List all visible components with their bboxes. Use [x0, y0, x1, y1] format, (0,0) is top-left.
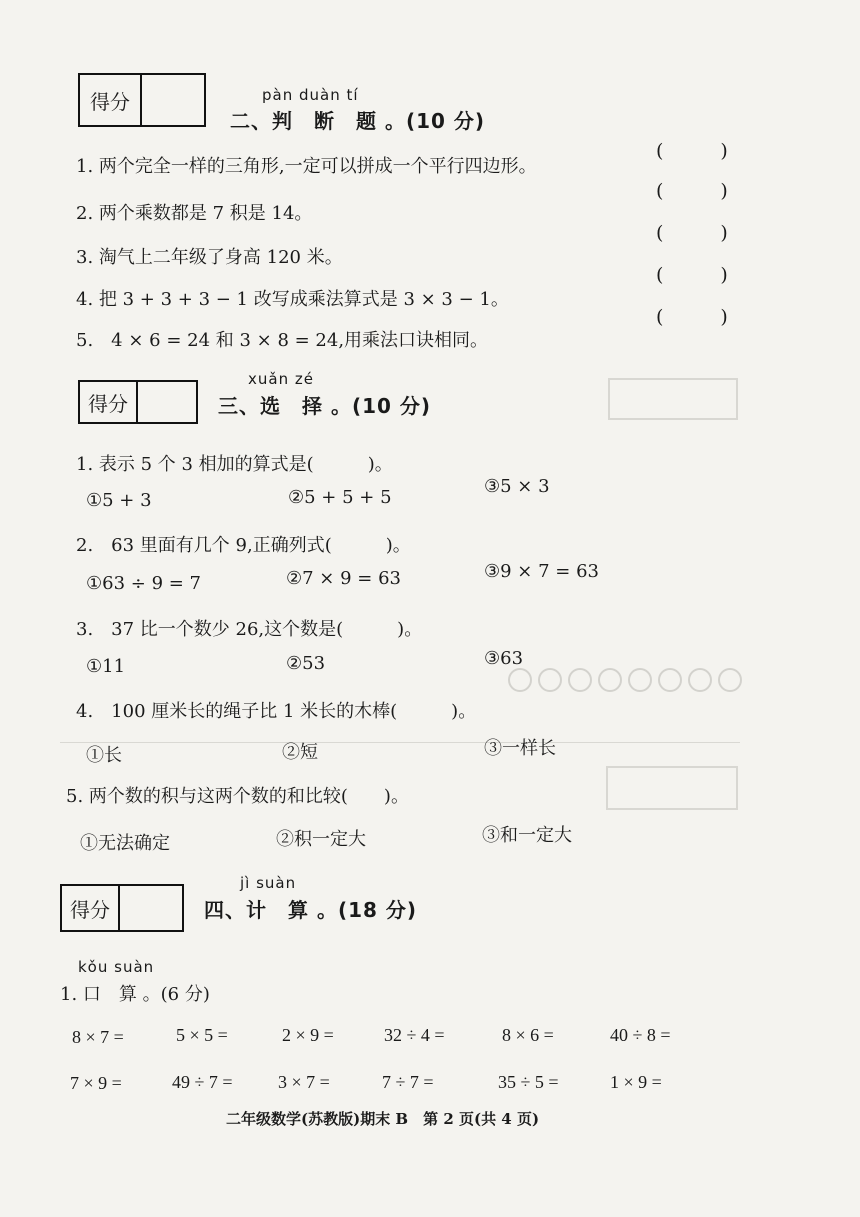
section2-pinyin: pàn duàn tí [262, 86, 359, 104]
section4-pinyin: jì suàn [240, 874, 297, 892]
judge-item-4: 4. 把 3 + 3 + 3 − 1 改写成乘法算式是 3 × 3 − 1。 [76, 289, 509, 310]
judge-item-3: 3. 淘气上二年级了身高 120 米。 [76, 247, 343, 268]
calc-item: 35 ÷ 5 = [498, 1072, 559, 1092]
calc-item: 7 × 9 = [70, 1073, 122, 1093]
bleed-through-line [60, 742, 740, 743]
choice-option[interactable]: ③一样长 [484, 738, 556, 759]
section3-title: 三、选 择 。(10 分) [218, 394, 432, 418]
calc-item: 40 ÷ 8 = [610, 1025, 671, 1045]
choice-option[interactable]: ②积一定大 [276, 829, 366, 850]
score-label: 得分 [80, 382, 138, 422]
choice-option[interactable]: ②短 [282, 742, 318, 763]
choice-question-5: 5. 两个数的积与这两个数的和比较( )。 [66, 786, 409, 807]
calc-item: 32 ÷ 4 = [384, 1025, 445, 1045]
calc-item: 49 ÷ 7 = [172, 1072, 233, 1092]
choice-option[interactable]: ③63 [484, 648, 524, 669]
choice-option[interactable]: ③5 × 3 [484, 476, 550, 497]
bleed-through-box [608, 378, 738, 420]
score-label: 得分 [62, 886, 120, 930]
section2-title: 二、判 断 题 。(10 分) [230, 109, 486, 133]
score-box-section3 [78, 380, 198, 424]
answer-paren-4[interactable]: ( ) [656, 264, 728, 286]
bleed-through-circles [508, 668, 748, 696]
choice-option[interactable]: ②5 + 5 + 5 [288, 487, 392, 508]
bleed-through-box [606, 766, 738, 810]
answer-paren-5[interactable]: ( ) [656, 306, 728, 328]
calc-item: 2 × 9 = [282, 1025, 334, 1045]
answer-paren-3[interactable]: ( ) [656, 222, 728, 244]
calc-item: 5 × 5 = [176, 1025, 228, 1045]
calc-item: 7 ÷ 7 = [382, 1072, 434, 1092]
choice-option[interactable]: ①5 + 3 [86, 490, 152, 511]
judge-item-2: 2. 两个乘数都是 7 积是 14。 [76, 203, 313, 224]
choice-option[interactable]: ③9 × 7 = 63 [484, 561, 599, 582]
section3-pinyin: xuǎn zé [248, 370, 314, 388]
choice-option[interactable]: ③和一定大 [482, 825, 572, 846]
answer-paren-2[interactable]: ( ) [656, 180, 728, 202]
oral-calc-pinyin: kǒu suàn [78, 958, 155, 976]
score-value [120, 886, 182, 930]
section4-title: 四、计 算 。(18 分) [204, 898, 418, 922]
choice-option[interactable]: ②53 [286, 653, 326, 674]
choice-question-2: 2. 63 里面有几个 9,正确列式( )。 [76, 535, 411, 556]
calc-item: 8 × 6 = [502, 1025, 554, 1045]
calc-item: 3 × 7 = [278, 1072, 330, 1092]
score-value [138, 382, 196, 422]
judge-item-5: 5. 4 × 6 = 24 和 3 × 8 = 24,用乘法口诀相同。 [76, 330, 489, 351]
choice-option[interactable]: ②7 × 9 = 63 [286, 568, 401, 589]
choice-option[interactable]: ①11 [86, 656, 126, 677]
page-footer: 二年级数学(苏教版)期末 B 第 2 页(共 4 页) [226, 1110, 540, 1128]
calc-item: 8 × 7 = [72, 1027, 124, 1047]
judge-item-1: 1. 两个完全一样的三角形,一定可以拼成一个平行四边形。 [76, 156, 537, 177]
choice-question-3: 3. 37 比一个数少 26,这个数是( )。 [76, 619, 423, 640]
answer-paren-1[interactable]: ( ) [656, 140, 728, 162]
score-box-section2 [78, 73, 206, 127]
score-value [142, 75, 204, 125]
score-label: 得分 [80, 75, 142, 125]
calc-item: 1 × 9 = [610, 1072, 662, 1092]
score-box-section4 [60, 884, 184, 932]
oral-calc-title: 1. 口 算 。(6 分) [60, 984, 210, 1005]
choice-option[interactable]: ①长 [86, 745, 122, 766]
choice-option[interactable]: ①无法确定 [80, 833, 170, 854]
choice-question-4: 4. 100 厘米长的绳子比 1 米长的木棒( )。 [76, 701, 477, 722]
choice-question-1: 1. 表示 5 个 3 相加的算式是( )。 [76, 454, 393, 475]
choice-option[interactable]: ①63 ÷ 9 = 7 [86, 573, 201, 594]
